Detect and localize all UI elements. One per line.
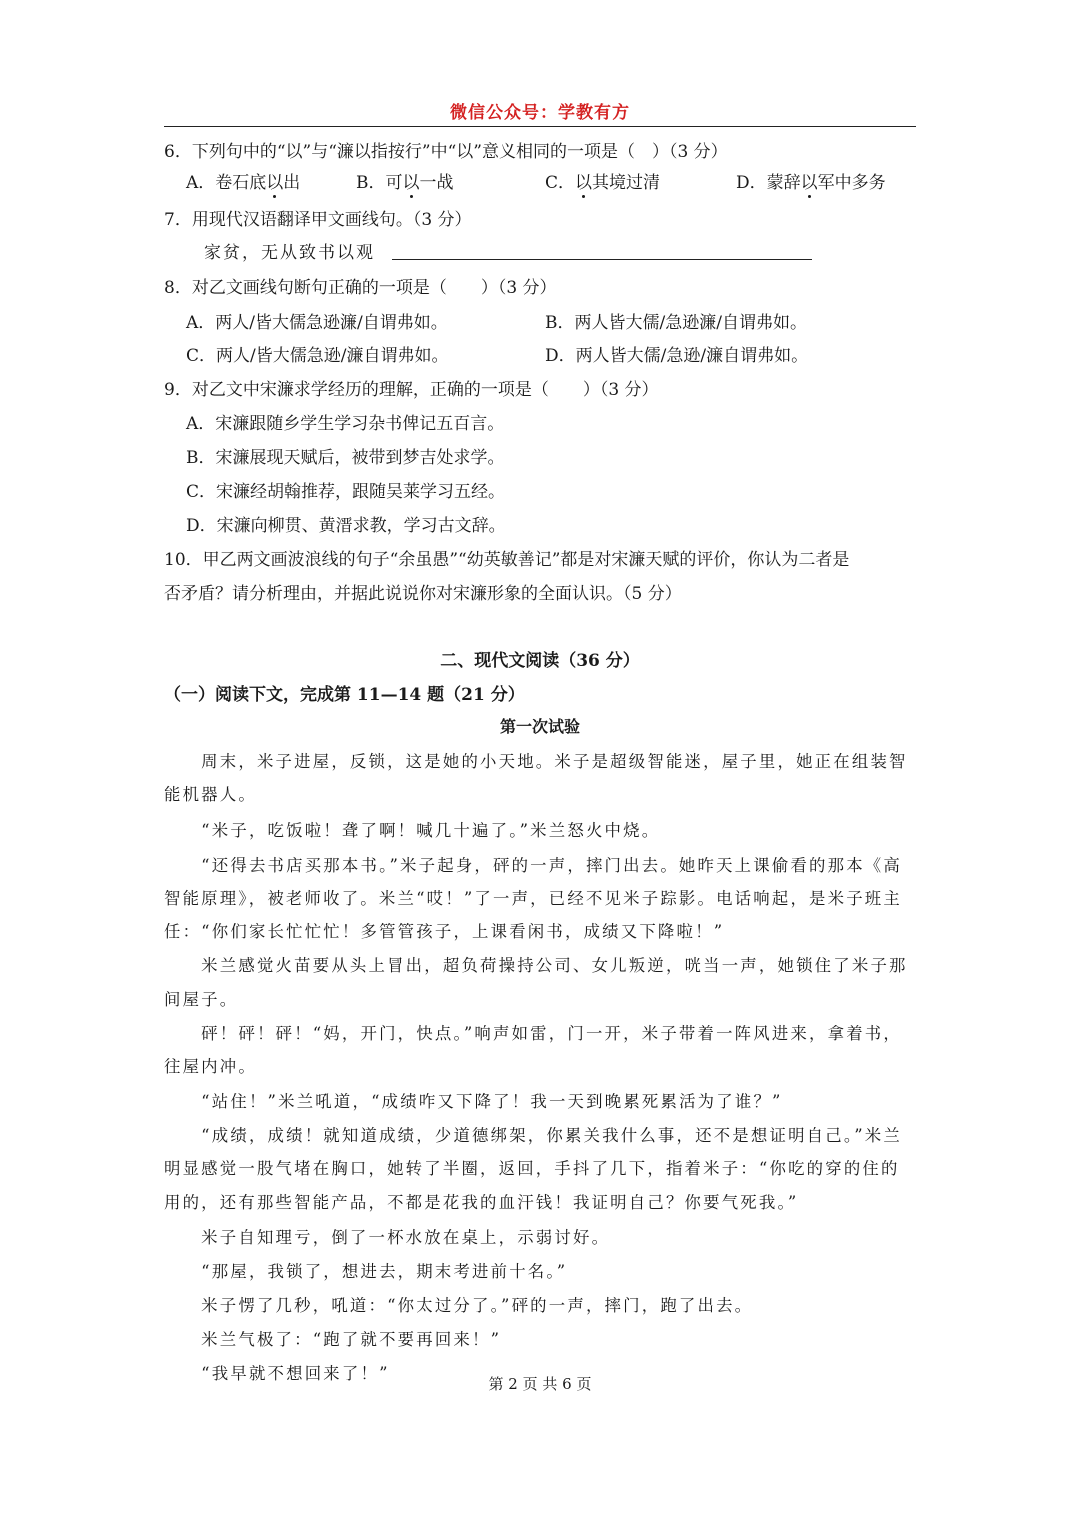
page-header: 微信公众号：学教有方 <box>450 103 630 123</box>
story-line: 米子自知理亏，倒了一杯水放在桌上，示弱讨好。 <box>164 1228 611 1247</box>
option-text: 一战 <box>419 173 454 193</box>
question-8-option-c: C．两人/皆大儒急逊/濂自谓弗如。 <box>186 346 449 366</box>
story-line: 用的，还有那些智能产品，不都是花我的血汗钱！我证明自己？你要气死我。” <box>164 1193 799 1212</box>
question-9-option-c: C．宋濂经胡翰推荐，跟随吴莱学习五经。 <box>186 482 506 502</box>
story-line: “我早就不想回来了！” <box>164 1364 390 1383</box>
question-9-stem: 9．对乙文中宋濂求学经历的理解，正确的一项是（ ）（3 分） <box>164 380 659 400</box>
story-line: 米兰气极了：“跑了就不要再回来！” <box>164 1330 502 1349</box>
question-8-option-d: D．两人皆大儒/急逊/濂自谓弗如。 <box>545 346 809 366</box>
question-9-option-d: D．宋濂向柳贯、黄溍求教，学习古文辞。 <box>186 516 506 536</box>
story-line: 砰！砰！砰！“妈，开门，快点。”响声如雷，门一开，米子带着一阵风进来，拿着书， <box>164 1024 902 1043</box>
story-line: 明显感觉一股气堵在胸口，她转了半圈，返回，手抖了几下，指着米子：“你吃的穿的住的 <box>164 1159 900 1178</box>
question-7-sentence: 家贫，无从致书以观 <box>204 243 375 263</box>
story-line: 往屋内冲。 <box>164 1057 257 1076</box>
story-line: “成绩，成绩！就知道成绩，少道德绑架，你累关我什么事，还不是想证明自己。”米兰 <box>164 1126 902 1145</box>
story-line: “站住！”米兰吼道，“成绩咋又下降了！我一天到晚累死累活为了谁？” <box>164 1092 783 1111</box>
emphasis-dot-char: 以 <box>403 168 420 193</box>
story-title: 第一次试验 <box>499 717 580 736</box>
option-text: 出 <box>283 173 301 193</box>
option-text: C． <box>545 173 576 193</box>
question-8-stem: 8．对乙文画线句断句正确的一项是（ ）（3 分） <box>164 278 557 298</box>
question-7-stem: 7．用现代汉语翻译甲文画线句。（3 分） <box>164 210 472 230</box>
option-text: D．蒙辞 <box>736 173 801 193</box>
option-text: B．可 <box>356 173 403 193</box>
story-line: 周末，米子进屋，反锁，这是她的小天地。米子是超级智能迷，屋子里，她正在组装智 <box>164 752 908 771</box>
question-9-option-a: A．宋濂跟随乡学生学习杂书俾记五百言。 <box>186 414 505 434</box>
section-subtitle: （一）阅读下文，完成第 11—14 题（21 分） <box>164 685 525 705</box>
question-10-line-1: 10．甲乙两文画波浪线的句子“余虽愚”“幼英敏善记”都是对宋濂天赋的评价，你认为二者是 <box>164 550 850 570</box>
answer-blank-line[interactable] <box>392 259 812 260</box>
story-line: “那屋，我锁了，想进去，期末考进前十名。” <box>164 1262 568 1281</box>
question-6-option-b <box>356 168 454 193</box>
question-9-option-b: B．宋濂展现天赋后，被带到梦吉处求学。 <box>186 448 505 468</box>
story-line: 任：“你们家长忙忙忙！多管管孩子，上课看闲书，成绩又下降啦！” <box>164 922 725 941</box>
question-6-option-a <box>186 168 300 193</box>
page-footer: 第 2 页 共 6 页 <box>488 1375 592 1393</box>
question-6-option-c <box>545 168 660 193</box>
option-text: 军中多务 <box>817 173 886 193</box>
option-text: 其境过清 <box>592 173 661 193</box>
story-line: “还得去书店买那本书。”米子起身，砰的一声，摔门出去。她昨天上课偷看的那本《高 <box>164 856 902 875</box>
question-8-option-a: A．两人/皆大儒急逊濂/自谓弗如。 <box>186 313 448 333</box>
question-6-option-d <box>736 168 886 193</box>
story-line: 米子愣了几秒，吼道：“你太过分了。”砰的一声，摔门，跑了出去。 <box>164 1296 754 1315</box>
story-line: 智能原理》，被老师收了。米兰“哎！”了一声，已经不见米子踪影。电话响起，是米子班主 <box>164 889 902 908</box>
story-line: 米兰感觉火苗要从头上冒出，超负荷操持公司、女儿叛逆，咣当一声，她锁住了米子那 <box>164 956 908 975</box>
emphasis-dot-char: 以 <box>266 168 283 193</box>
story-line: “米子，吃饭啦！聋了啊！喊几十遍了。”米兰怒火中烧。 <box>164 821 661 840</box>
story-line: 能机器人。 <box>164 785 257 804</box>
emphasis-dot-char: 以 <box>801 168 818 193</box>
emphasis-dot-char: 以 <box>575 168 592 193</box>
story-line: 间屋子。 <box>164 990 239 1009</box>
question-6-stem: 6．下列句中的“以”与“濂以指按行”中“以”意义相同的一项是（ ）（3 分） <box>164 142 728 162</box>
header-divider <box>164 126 916 127</box>
question-10-line-2: 否矛盾？请分析理由，并据此说说你对宋濂形象的全面认识。（5 分） <box>164 584 682 604</box>
section-title: 二、现代文阅读（36 分） <box>440 651 640 671</box>
question-8-option-b: B．两人皆大儒/急逊濂/自谓弗如。 <box>545 313 807 333</box>
option-text: A．卷石底 <box>186 173 267 193</box>
